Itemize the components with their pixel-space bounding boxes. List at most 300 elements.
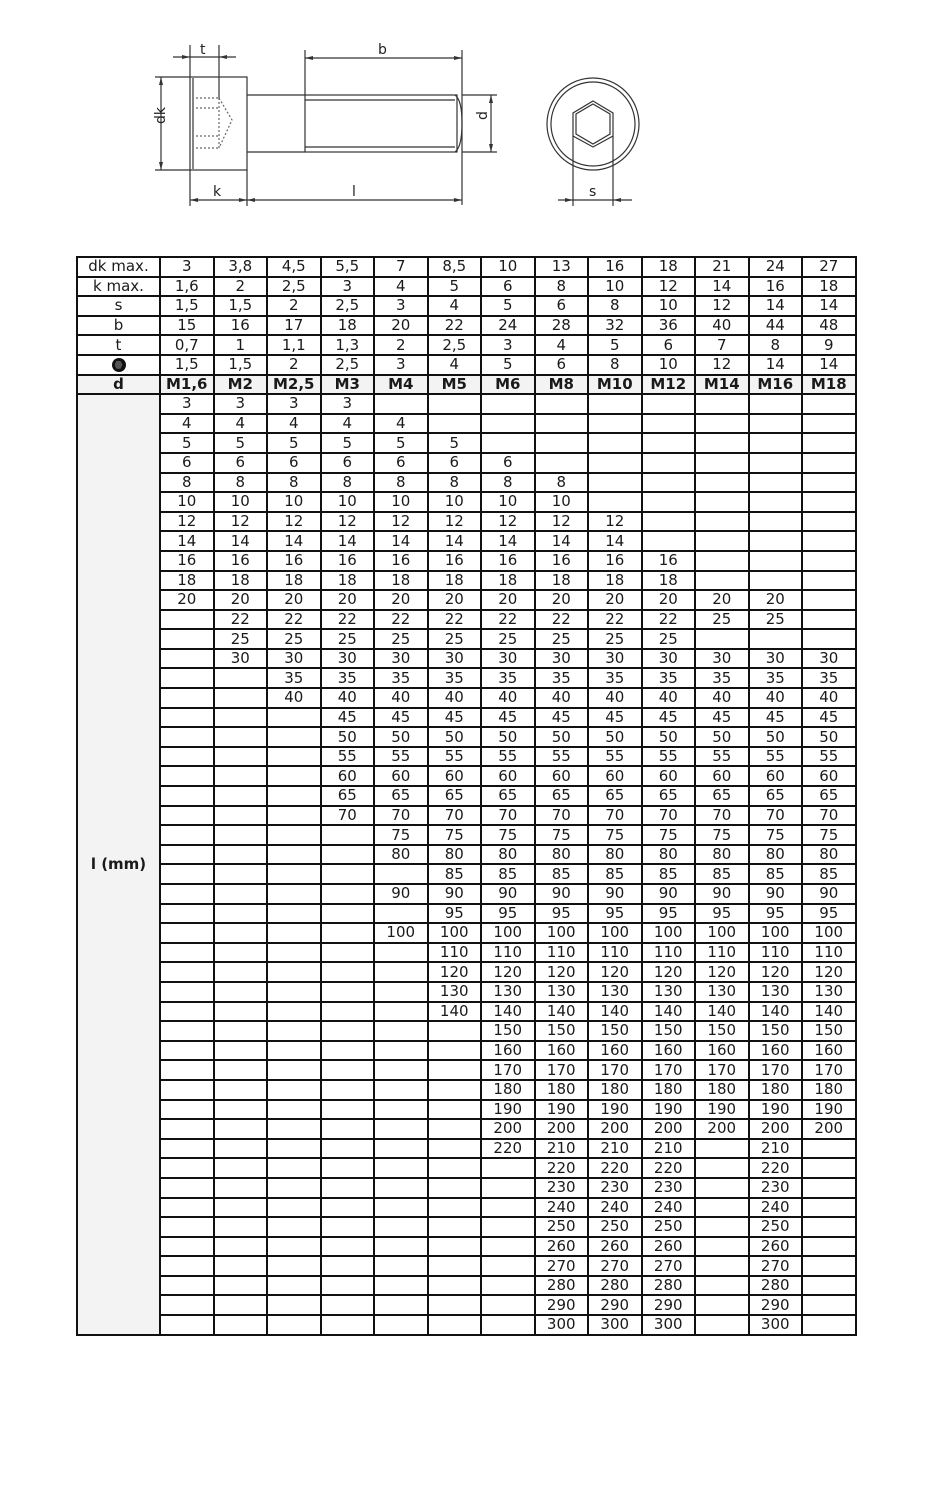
length-cell — [374, 1158, 428, 1178]
length-cell: 20 — [160, 590, 214, 610]
length-cell — [321, 1276, 375, 1296]
length-cell: 240 — [535, 1198, 589, 1218]
length-cell: 60 — [802, 766, 856, 786]
spec-cell: 2,5 — [267, 277, 321, 297]
length-cell: 35 — [535, 668, 589, 688]
length-cell — [267, 1002, 321, 1022]
length-cell: 25 — [267, 629, 321, 649]
length-cell — [160, 1295, 214, 1315]
length-cell: 140 — [695, 1002, 749, 1022]
length-cell: 50 — [481, 727, 535, 747]
length-cell — [802, 1256, 856, 1276]
length-cell — [160, 1080, 214, 1100]
length-cell: 85 — [642, 864, 696, 884]
length-cell — [428, 1041, 482, 1061]
length-cell — [160, 1256, 214, 1276]
spec-cell: 4 — [535, 335, 589, 355]
length-cell — [267, 766, 321, 786]
length-cell — [214, 1139, 268, 1159]
length-cell: 240 — [642, 1198, 696, 1218]
length-cell: 100 — [642, 923, 696, 943]
spec-cell: 8 — [588, 296, 642, 316]
length-cell — [802, 1139, 856, 1159]
length-cell: 95 — [535, 904, 589, 924]
length-cell: 140 — [481, 1002, 535, 1022]
length-cell — [802, 590, 856, 610]
length-cell — [642, 414, 696, 434]
length-row — [77, 551, 856, 571]
screw-end-view — [547, 78, 639, 170]
spec-cell: 1,5 — [214, 296, 268, 316]
length-cell: 30 — [802, 649, 856, 669]
thread-size-cell: M10 — [588, 375, 642, 395]
spec-cell: 18 — [642, 257, 696, 277]
spec-cell: 18 — [802, 277, 856, 297]
length-cell — [321, 1002, 375, 1022]
length-cell: 20 — [428, 590, 482, 610]
spec-cell: 14 — [802, 355, 856, 375]
length-cell: 110 — [588, 943, 642, 963]
length-cell: 200 — [749, 1119, 803, 1139]
length-cell: 95 — [428, 904, 482, 924]
length-cell: 10 — [214, 492, 268, 512]
spec-cell: 13 — [535, 257, 589, 277]
length-cell: 300 — [642, 1315, 696, 1335]
length-cell: 80 — [374, 845, 428, 865]
length-row — [77, 766, 856, 786]
length-cell: 120 — [428, 962, 482, 982]
length-cell: 60 — [749, 766, 803, 786]
length-cell: 4 — [374, 414, 428, 434]
length-cell: 3 — [214, 394, 268, 414]
length-cell — [802, 1198, 856, 1218]
length-cell — [535, 394, 589, 414]
length-cell: 160 — [695, 1041, 749, 1061]
length-row — [77, 1002, 856, 1022]
length-cell — [802, 1217, 856, 1237]
length-cell — [749, 394, 803, 414]
length-cell: 14 — [481, 531, 535, 551]
length-cell — [267, 1100, 321, 1120]
length-cell: 70 — [321, 806, 375, 826]
length-cell — [160, 1217, 214, 1237]
length-cell: 70 — [481, 806, 535, 826]
length-cell — [481, 1198, 535, 1218]
length-cell: 30 — [481, 649, 535, 669]
length-cell: 6 — [214, 453, 268, 473]
length-cell: 18 — [214, 571, 268, 591]
length-cell: 180 — [481, 1080, 535, 1100]
length-cell: 55 — [428, 747, 482, 767]
length-cell — [802, 512, 856, 532]
spec-cell: 5 — [428, 277, 482, 297]
length-cell: 120 — [588, 962, 642, 982]
length-cell: 30 — [695, 649, 749, 669]
length-cell: 20 — [642, 590, 696, 610]
spec-cell: 10 — [588, 277, 642, 297]
length-cell — [214, 943, 268, 963]
length-cell: 55 — [588, 747, 642, 767]
spec-cell: 18 — [321, 316, 375, 336]
thread-size-cell: M3 — [321, 375, 375, 395]
length-cell: 70 — [802, 806, 856, 826]
length-cell: 260 — [535, 1237, 589, 1257]
thread-size-cell: M5 — [428, 375, 482, 395]
length-cell — [802, 551, 856, 571]
length-cell: 35 — [642, 668, 696, 688]
spec-cell: 32 — [588, 316, 642, 336]
length-cell: 45 — [802, 708, 856, 728]
length-cell: 270 — [588, 1256, 642, 1276]
length-row — [77, 786, 856, 806]
length-cell: 180 — [535, 1080, 589, 1100]
spec-cell: 1,5 — [214, 355, 268, 375]
length-cell — [695, 473, 749, 493]
length-cell — [321, 1315, 375, 1335]
length-cell: 80 — [695, 845, 749, 865]
length-cell: 160 — [588, 1041, 642, 1061]
spec-cell: 16 — [588, 257, 642, 277]
length-cell: 110 — [642, 943, 696, 963]
spec-cell: 10 — [642, 355, 696, 375]
thread-size-cell: M1,6 — [160, 375, 214, 395]
length-cell — [535, 433, 589, 453]
length-cell — [214, 884, 268, 904]
length-cell: 10 — [535, 492, 589, 512]
length-axis-label: l (mm) — [77, 394, 160, 1335]
length-cell: 290 — [749, 1295, 803, 1315]
length-row — [77, 845, 856, 865]
length-cell — [214, 766, 268, 786]
length-cell: 200 — [535, 1119, 589, 1139]
length-cell: 170 — [588, 1060, 642, 1080]
length-row — [77, 1139, 856, 1159]
length-cell — [374, 904, 428, 924]
length-cell — [214, 1295, 268, 1315]
length-cell: 300 — [588, 1315, 642, 1335]
spec-cell: 28 — [535, 316, 589, 336]
length-cell: 85 — [802, 864, 856, 884]
length-cell — [374, 1021, 428, 1041]
spec-cell: 9 — [802, 335, 856, 355]
spec-row-label — [77, 355, 160, 375]
length-cell: 90 — [642, 884, 696, 904]
length-cell — [695, 1139, 749, 1159]
spec-cell: 17 — [267, 316, 321, 336]
spec-cell: 12 — [695, 355, 749, 375]
spec-cell: 14 — [749, 355, 803, 375]
length-cell — [214, 1021, 268, 1041]
length-cell: 180 — [642, 1080, 696, 1100]
length-cell — [321, 1237, 375, 1257]
length-cell: 190 — [642, 1100, 696, 1120]
length-cell: 120 — [749, 962, 803, 982]
spec-cell: 15 — [160, 316, 214, 336]
thread-size-cell: M14 — [695, 375, 749, 395]
length-cell: 100 — [428, 923, 482, 943]
length-cell: 130 — [802, 982, 856, 1002]
length-cell — [160, 1041, 214, 1061]
thread-size-row — [77, 375, 856, 395]
length-cell — [160, 943, 214, 963]
length-cell: 95 — [642, 904, 696, 924]
length-cell: 40 — [267, 688, 321, 708]
length-cell — [160, 766, 214, 786]
length-cell — [160, 1198, 214, 1218]
length-cell — [321, 962, 375, 982]
length-row — [77, 1100, 856, 1120]
length-cell — [481, 1315, 535, 1335]
length-cell: 22 — [374, 610, 428, 630]
length-row — [77, 884, 856, 904]
length-cell — [802, 1315, 856, 1335]
length-cell: 170 — [535, 1060, 589, 1080]
length-cell: 95 — [588, 904, 642, 924]
length-cell: 120 — [535, 962, 589, 982]
length-cell — [321, 1119, 375, 1139]
length-cell: 230 — [535, 1178, 589, 1198]
thread-size-label: d — [77, 375, 160, 395]
length-cell: 60 — [642, 766, 696, 786]
length-cell: 75 — [428, 825, 482, 845]
length-cell — [642, 473, 696, 493]
length-cell — [160, 982, 214, 1002]
length-cell: 6 — [321, 453, 375, 473]
length-cell: 140 — [749, 1002, 803, 1022]
length-cell: 80 — [749, 845, 803, 865]
length-cell — [321, 1217, 375, 1237]
length-cell: 25 — [428, 629, 482, 649]
length-cell: 65 — [695, 786, 749, 806]
spec-cell: 8 — [588, 355, 642, 375]
length-cell — [695, 629, 749, 649]
length-cell — [374, 1198, 428, 1218]
length-cell — [695, 1198, 749, 1218]
length-cell: 40 — [642, 688, 696, 708]
spec-cell: 16 — [749, 277, 803, 297]
length-cell: 12 — [267, 512, 321, 532]
length-cell: 95 — [749, 904, 803, 924]
length-cell: 16 — [642, 551, 696, 571]
length-cell — [214, 1237, 268, 1257]
length-cell — [374, 1041, 428, 1061]
length-cell: 6 — [374, 453, 428, 473]
length-cell — [802, 492, 856, 512]
spec-cell: 3 — [321, 277, 375, 297]
length-cell — [214, 786, 268, 806]
length-cell: 22 — [481, 610, 535, 630]
length-cell: 95 — [481, 904, 535, 924]
length-cell: 80 — [802, 845, 856, 865]
length-row — [77, 825, 856, 845]
length-cell: 85 — [535, 864, 589, 884]
length-cell — [749, 571, 803, 591]
spec-cell: 6 — [642, 335, 696, 355]
spec-cell: 14 — [695, 277, 749, 297]
length-row — [77, 1119, 856, 1139]
length-row — [77, 1295, 856, 1315]
length-cell — [428, 1158, 482, 1178]
spec-cell: 5 — [588, 335, 642, 355]
length-cell — [749, 551, 803, 571]
spec-cell: 2 — [214, 277, 268, 297]
length-cell: 120 — [802, 962, 856, 982]
length-cell: 14 — [374, 531, 428, 551]
length-cell — [588, 433, 642, 453]
length-cell: 220 — [535, 1158, 589, 1178]
length-cell — [374, 1217, 428, 1237]
length-cell: 190 — [535, 1100, 589, 1120]
length-row — [77, 571, 856, 591]
length-cell: 16 — [267, 551, 321, 571]
length-cell: 60 — [374, 766, 428, 786]
length-row — [77, 904, 856, 924]
length-row — [77, 982, 856, 1002]
length-cell: 85 — [481, 864, 535, 884]
length-cell: 150 — [642, 1021, 696, 1041]
length-cell: 130 — [749, 982, 803, 1002]
thread-size-cell: M6 — [481, 375, 535, 395]
length-cell: 200 — [695, 1119, 749, 1139]
spec-cell: 2,5 — [428, 335, 482, 355]
length-cell: 70 — [695, 806, 749, 826]
length-row — [77, 923, 856, 943]
length-cell: 5 — [267, 433, 321, 453]
length-cell: 280 — [535, 1276, 589, 1296]
length-cell — [428, 394, 482, 414]
length-cell — [428, 1080, 482, 1100]
length-cell: 280 — [749, 1276, 803, 1296]
length-cell: 65 — [588, 786, 642, 806]
length-cell: 100 — [535, 923, 589, 943]
length-cell: 40 — [802, 688, 856, 708]
spec-cell: 4 — [428, 296, 482, 316]
spec-row-label: t — [77, 335, 160, 355]
length-cell: 8 — [160, 473, 214, 493]
length-cell: 75 — [374, 825, 428, 845]
length-row — [77, 492, 856, 512]
length-cell — [214, 688, 268, 708]
spec-cell: 2,5 — [321, 296, 375, 316]
length-cell: 70 — [428, 806, 482, 826]
length-cell: 4 — [267, 414, 321, 434]
length-cell: 80 — [481, 845, 535, 865]
length-cell: 220 — [588, 1158, 642, 1178]
length-cell — [374, 1139, 428, 1159]
length-cell — [802, 433, 856, 453]
length-cell — [160, 864, 214, 884]
length-cell: 200 — [588, 1119, 642, 1139]
length-cell: 4 — [214, 414, 268, 434]
length-cell: 290 — [642, 1295, 696, 1315]
length-cell: 20 — [481, 590, 535, 610]
length-cell — [802, 1237, 856, 1257]
spec-cell: 1,1 — [267, 335, 321, 355]
length-cell — [214, 864, 268, 884]
length-row — [77, 1217, 856, 1237]
length-cell: 10 — [374, 492, 428, 512]
length-cell: 220 — [481, 1139, 535, 1159]
length-cell — [267, 1139, 321, 1159]
length-row — [77, 1041, 856, 1061]
length-cell — [160, 668, 214, 688]
length-cell — [749, 492, 803, 512]
length-cell — [321, 1080, 375, 1100]
length-cell: 3 — [321, 394, 375, 414]
length-cell: 30 — [535, 649, 589, 669]
length-cell: 90 — [481, 884, 535, 904]
length-cell: 110 — [535, 943, 589, 963]
length-cell: 45 — [642, 708, 696, 728]
length-cell — [321, 1295, 375, 1315]
length-cell: 22 — [321, 610, 375, 630]
length-cell: 10 — [428, 492, 482, 512]
length-cell — [428, 1178, 482, 1198]
length-cell: 85 — [749, 864, 803, 884]
spec-cell: 1,3 — [321, 335, 375, 355]
length-cell — [321, 1256, 375, 1276]
length-cell: 40 — [481, 688, 535, 708]
length-cell — [428, 1256, 482, 1276]
length-cell: 230 — [588, 1178, 642, 1198]
length-row — [77, 629, 856, 649]
dim-label-l: l — [352, 184, 356, 200]
spec-cell: 48 — [802, 316, 856, 336]
length-cell: 55 — [535, 747, 589, 767]
length-cell — [321, 904, 375, 924]
length-cell: 40 — [695, 688, 749, 708]
length-cell: 75 — [588, 825, 642, 845]
length-cell — [374, 1100, 428, 1120]
length-cell: 280 — [588, 1276, 642, 1296]
length-cell — [160, 884, 214, 904]
length-cell — [802, 531, 856, 551]
length-row — [77, 453, 856, 473]
thread-size-cell: M18 — [802, 375, 856, 395]
spec-cell: 14 — [749, 296, 803, 316]
length-cell — [214, 1158, 268, 1178]
length-cell — [321, 1021, 375, 1041]
length-cell: 170 — [802, 1060, 856, 1080]
length-cell — [321, 1158, 375, 1178]
length-cell — [481, 1178, 535, 1198]
length-cell: 140 — [428, 1002, 482, 1022]
length-cell: 16 — [535, 551, 589, 571]
length-cell: 210 — [642, 1139, 696, 1159]
spec-cell: 8 — [749, 335, 803, 355]
length-cell: 35 — [481, 668, 535, 688]
length-row — [77, 590, 856, 610]
length-cell — [267, 1256, 321, 1276]
length-cell — [214, 1217, 268, 1237]
length-cell — [428, 414, 482, 434]
length-cell: 8 — [428, 473, 482, 493]
length-cell — [267, 747, 321, 767]
length-cell: 55 — [321, 747, 375, 767]
length-cell — [695, 1315, 749, 1335]
spec-row — [77, 296, 856, 316]
length-cell: 30 — [214, 649, 268, 669]
spec-cell: 10 — [481, 257, 535, 277]
length-cell: 75 — [481, 825, 535, 845]
length-cell: 120 — [695, 962, 749, 982]
length-cell — [321, 943, 375, 963]
length-cell — [802, 453, 856, 473]
spec-cell: 7 — [695, 335, 749, 355]
length-cell — [428, 1021, 482, 1041]
length-cell — [160, 904, 214, 924]
length-row — [77, 1080, 856, 1100]
